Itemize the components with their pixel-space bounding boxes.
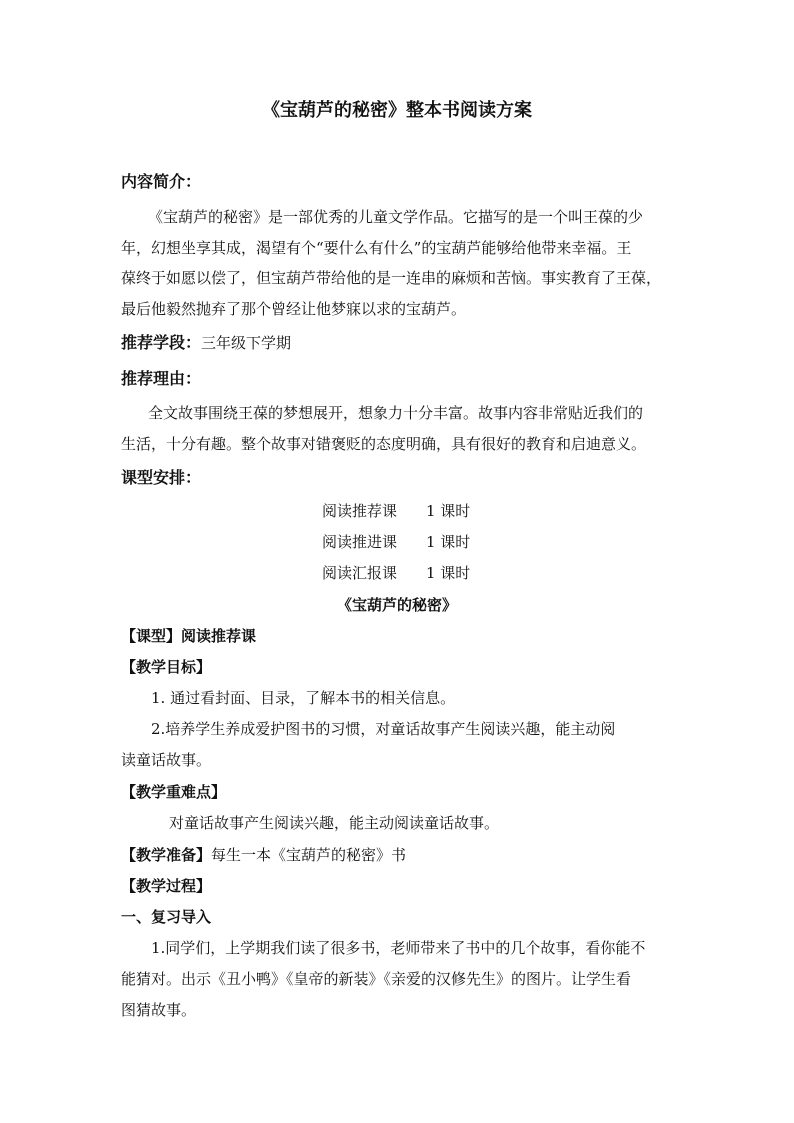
key-line: 对童话故事产生阅读兴趣，能主动阅读童话故事。 [169,814,500,832]
section1-line: 1.同学们，上学期我们读了很多书，老师带来了书中的几个故事，看你能不 [151,939,646,957]
grade-value: 三年级下学期 [201,334,292,352]
section1-line: 能猜对。出示《丑小鸭》《皇帝的新装》《亲爱的汉修先生》的图片。让学生看 [121,970,632,988]
document-title: 《宝葫芦的秘密》整本书阅读方案 [262,100,532,121]
key-label: 【教学重难点】 [121,783,227,801]
prep-label: 【教学准备】 [121,846,212,864]
grade-row [121,333,291,353]
intro-line: 葆终于如愿以偿了，但宝葫芦带给他的是一连串的麻烦和苦恼。事实教育了王葆， [121,269,662,287]
schedule-row [322,501,470,521]
schedule-course-duration: 1 课时 [426,564,471,582]
goals-label: 【教学目标】 [121,658,212,676]
reason-line: 生活，十分有趣。整个故事对错褒贬的态度明确，具有很好的教育和启迪意义。 [121,435,647,453]
schedule-course-duration: 1 课时 [426,533,471,551]
lesson-type-row [121,626,256,646]
grade-label: 推荐学段： [121,333,202,352]
intro-line: 年，幻想坐享其成，渴望有个“要什么有什么”的宝葫芦能够给他带来幸福。王 [121,239,632,257]
schedule-course-duration: 1 课时 [426,502,471,520]
prep-row [121,845,406,865]
intro-heading: 内容简介： [121,172,202,191]
schedule-course-name: 阅读汇报课 [322,564,398,582]
section1-heading: 一、复习导入 [121,908,212,926]
intro-line: 最后他毅然抛弃了那个曾经让他梦寐以求的宝葫芦。 [121,300,467,318]
prep-value: 每生一本《宝葫芦的秘密》书 [211,846,407,864]
goal-line: 读童话故事。 [121,751,212,769]
process-label: 【教学过程】 [121,877,212,895]
schedule-course-name: 阅读推进课 [322,533,398,551]
goal-line: 2.培养学生养成爱护图书的习惯，对童话故事产生阅读兴趣，能主动阅 [151,720,616,738]
lesson-title: 《宝葫芦的秘密》 [336,596,457,614]
schedule-row [322,563,470,583]
section1-line: 图猜故事。 [121,1001,197,1019]
lesson-type-value: 阅读推荐课 [181,627,257,645]
reason-heading: 推荐理由： [121,369,202,388]
lesson-type-label: 【课型】 [121,627,182,645]
intro-line: 《宝葫芦的秘密》是一部优秀的儿童文学作品。它描写的是一个叫王葆的少 [148,208,644,226]
schedule-heading: 课型安排： [121,468,202,487]
goal-line: 1. 通过看封面、目录，了解本书的相关信息。 [151,689,456,707]
schedule-course-name: 阅读推荐课 [322,502,398,520]
schedule-row [322,532,470,552]
reason-line: 全文故事围绕王葆的梦想展开，想象力十分丰富。故事内容非常贴近我们的 [148,404,644,422]
